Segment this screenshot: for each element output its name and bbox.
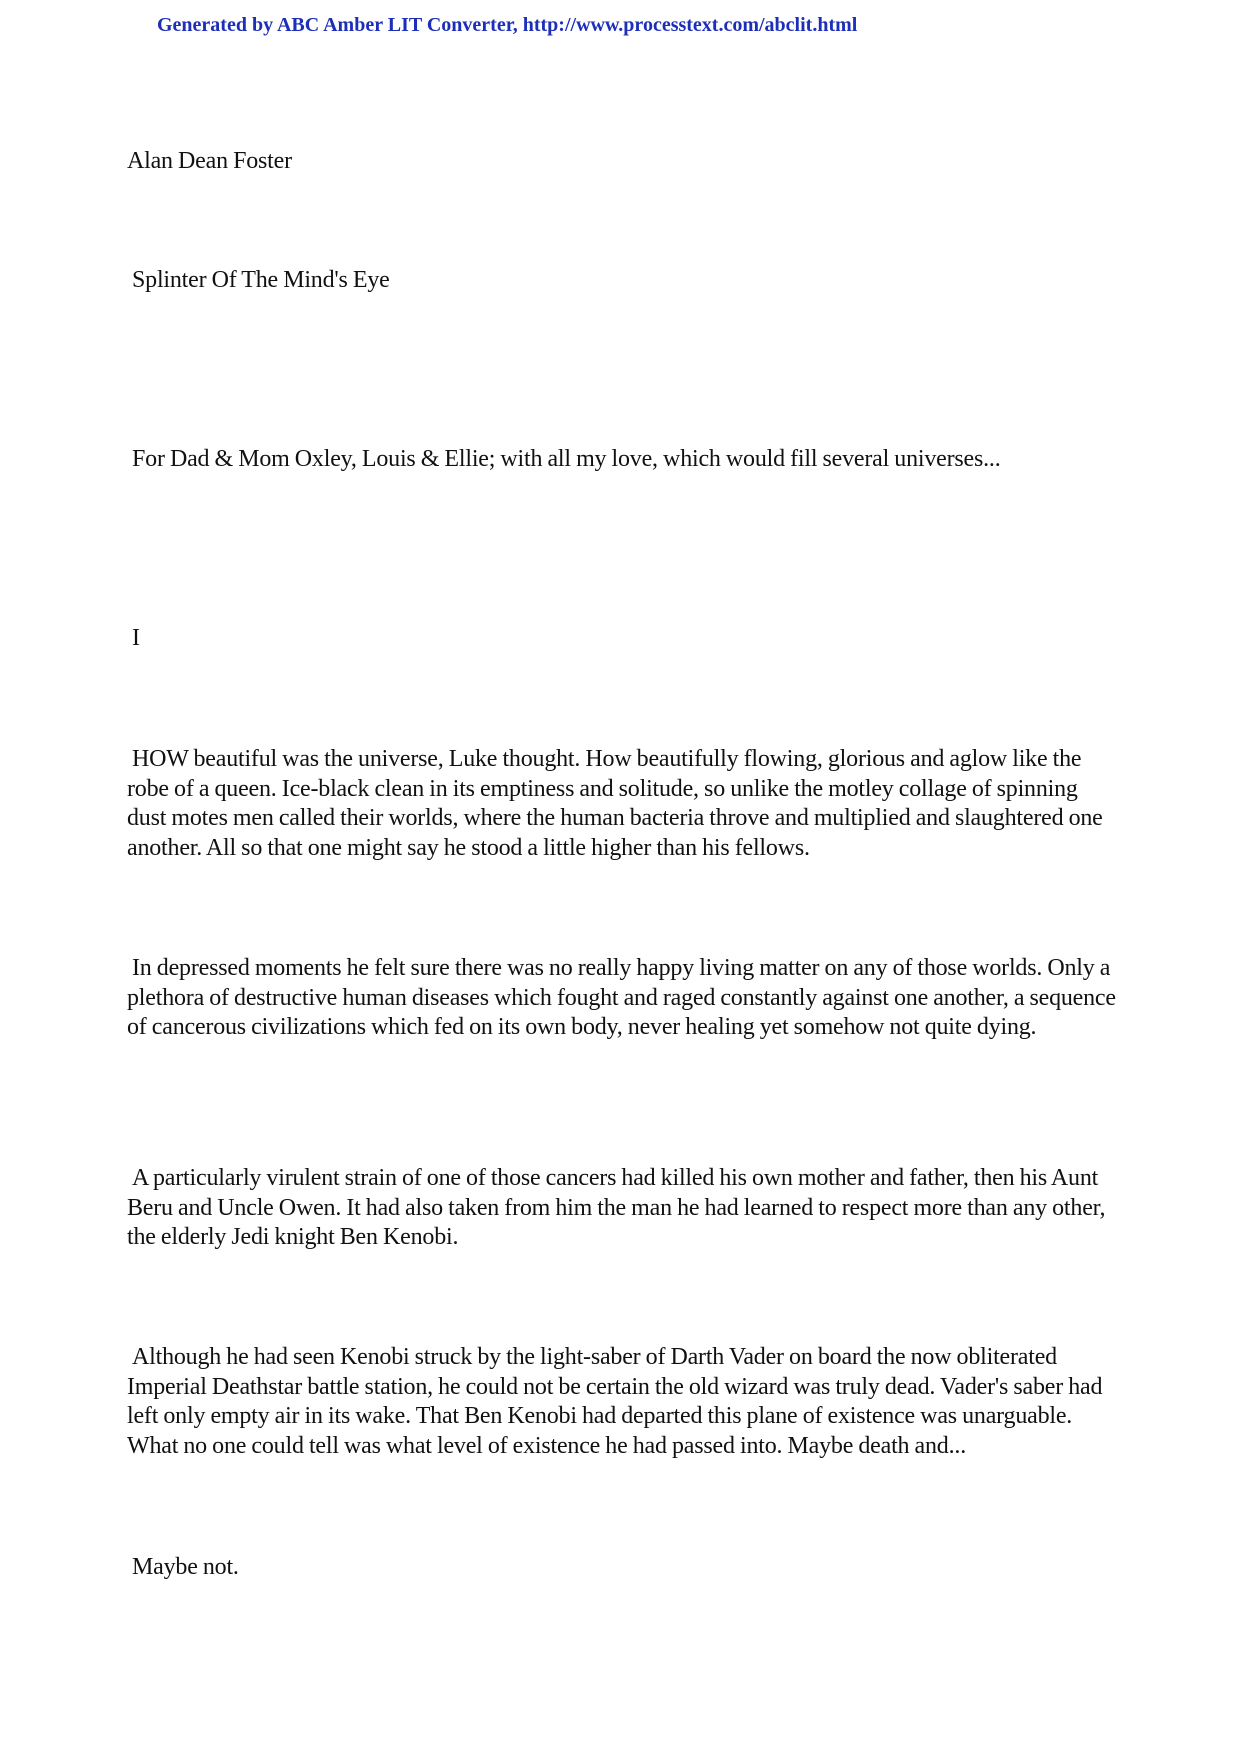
author-name: Alan Dean Foster: [127, 148, 292, 174]
chapter-heading: I: [132, 625, 140, 651]
book-title: Splinter Of The Mind's Eye: [132, 267, 390, 293]
paragraph: In depressed moments he felt sure there was no really happy living matter on any of those worlds. Only a plethora of destructive human diseases which fought and raged constantly against one another, a sequence of cancerous civilizations which fed on its own body, never healing yet somehow not quite dying.: [127, 955, 1116, 1040]
paragraph: HOW beautiful was the universe, Luke thought. How beautifully flowing, glorious and aglow like the robe of a queen. Ice-black clean in its emptiness and solitude, so unlike the motley collage of spinning dust motes men called their worlds, where the human bacteria throve and multiplied and slaughtered one another. All so that one might say he stood a little higher than his fellows.: [127, 746, 1103, 861]
paragraph: Maybe not.: [132, 1554, 239, 1580]
dedication: For Dad & Mom Oxley, Louis & Ellie; with all my love, which would fill several universes...: [132, 446, 1001, 472]
converter-notice-link[interactable]: Generated by ABC Amber LIT Converter, http://www.processtext.com/abclit.html: [157, 14, 858, 36]
paragraph: Although he had seen Kenobi struck by the light-saber of Darth Vader on board the now obliterated Imperial Deathstar battle station, he could not be certain the old wizard was truly dead. Vader's saber had left only empty air in its wake. That Ben Kenobi had departed this plane of existence was unarguable. What no one could tell was what level of existence he had passed into. Maybe death and...: [127, 1344, 1103, 1459]
paragraph: A particularly virulent strain of one of those cancers had killed his own mother and father, then his Aunt Beru and Uncle Owen. It had also taken from him the man he had learned to respect more than any other, the elderly Jedi knight Ben Kenobi.: [127, 1165, 1106, 1250]
